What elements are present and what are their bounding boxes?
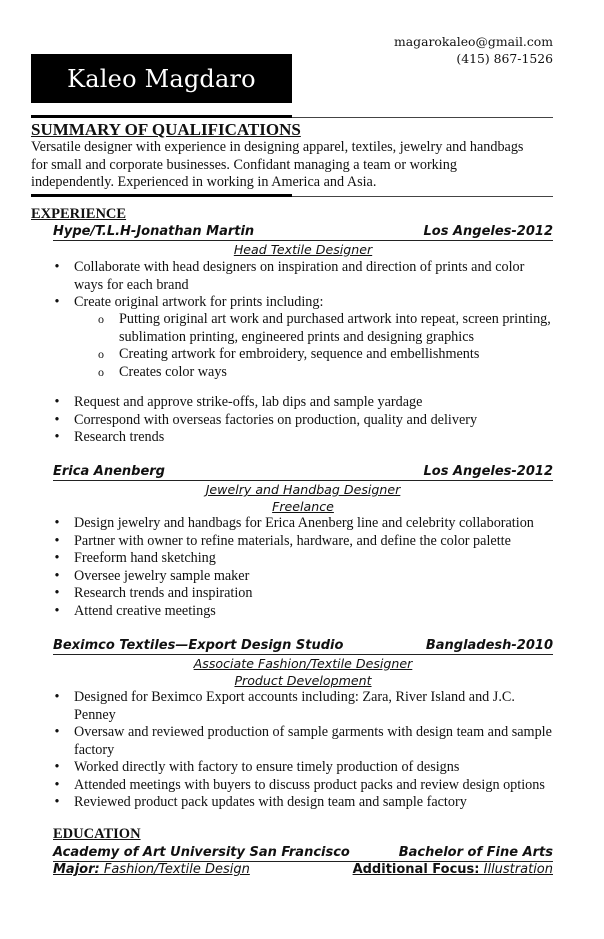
job-type: Freelance <box>272 499 334 514</box>
list-item: • Research trends and inspiration <box>54 585 253 601</box>
bullet-icon: • <box>54 759 60 775</box>
list-item: • Designed for Beximco Export accounts including: Zara, River Island and J.C. Penney <box>54 689 515 723</box>
location-year: Bangladesh-2010 <box>425 638 553 653</box>
list-item: • Collaborate with head designers on inspiration and direction of prints and color ways for each brand <box>54 259 525 293</box>
email: magarokaleo@gmail.com <box>394 34 553 49</box>
bullet-icon: • <box>54 724 60 740</box>
bullet-icon: • <box>54 294 60 310</box>
bullet-icon: • <box>54 259 60 275</box>
job-role: Jewelry and Handbag Designer <box>205 482 401 497</box>
bullet-icon: • <box>54 567 60 584</box>
job-role: Associate Fashion/Textile Designer <box>193 656 413 671</box>
list-item: • Partner with owner to refine materials, hardware, and define the color palette <box>54 532 511 549</box>
education-detail-row <box>53 862 553 878</box>
list-item: • Create original artwork for prints including: <box>54 294 324 310</box>
summary-text <box>31 139 561 192</box>
contact-block <box>394 33 553 67</box>
company: Beximco Textiles—Export Design Studio <box>53 638 344 653</box>
full-name: Kaleo Magdaro <box>67 64 256 93</box>
bullet-icon: • <box>54 602 60 619</box>
list-item: • Oversaw and reviewed production of sample garments with design team and sample factory <box>54 724 552 758</box>
circle-bullet-icon: o <box>98 364 104 379</box>
circle-bullet-icon: o <box>98 312 104 326</box>
job-header <box>53 224 553 241</box>
bullet-icon: • <box>54 776 60 793</box>
school: Academy of Art University San Francisco <box>53 845 350 860</box>
summary-line: independently. Experienced in working in America and Asia. <box>31 174 377 190</box>
bullet-icon: • <box>54 550 60 566</box>
major-value: Fashion/Textile Design <box>99 862 250 877</box>
location-year: Los Angeles-2012 <box>423 464 553 479</box>
degree: Bachelor of Fine Arts <box>398 845 553 860</box>
sub-bullets <box>53 311 553 381</box>
bullet-icon: • <box>54 585 60 601</box>
summary-line: for small and corporate businesses. Confidant managing a team or working <box>31 156 457 173</box>
company: Erica Anenberg <box>53 464 165 479</box>
list-item: • Freeform hand sketching <box>54 550 216 566</box>
list-item: • Design jewelry and handbags for Erica Anenberg line and celebrity collaboration <box>54 515 534 531</box>
list-item: • Reviewed product pack updates with design team and sample factory <box>54 794 467 810</box>
job-header <box>53 464 553 481</box>
job-bullets <box>53 689 553 812</box>
list-item: • Correspond with overseas factories on production, quality and delivery <box>54 411 478 428</box>
job-bullets <box>53 394 553 447</box>
name-banner <box>31 54 292 103</box>
list-item: • Attend creative meetings <box>54 602 216 619</box>
circle-bullet-icon: o <box>98 347 104 361</box>
focus-value: Illustration <box>479 862 553 877</box>
job-role: Head Textile Designer <box>233 242 373 257</box>
major-label: Major: <box>53 862 100 877</box>
summary-heading: SUMMARY OF QUALIFICATIONS <box>31 120 301 139</box>
list-item: • Request and approve strike-offs, lab dips and sample yardage <box>54 394 423 410</box>
bullet-icon: • <box>54 411 60 428</box>
focus-label: Additional Focus: <box>352 862 480 877</box>
sub-list-item: o Creating artwork for embroidery, sequence and embellishments <box>98 346 480 362</box>
job-bullets <box>53 515 553 620</box>
bullet-icon: • <box>54 689 60 705</box>
experience-heading: EXPERIENCE <box>31 206 127 222</box>
bullet-icon: • <box>54 515 60 531</box>
list-item: • Research trends <box>54 429 165 445</box>
additional-focus <box>353 862 553 878</box>
bullet-icon: • <box>54 429 60 445</box>
phone: (415) 867-1526 <box>456 51 553 66</box>
divider-accent <box>31 194 292 197</box>
bullet-icon: • <box>54 794 60 810</box>
company: Hype/T.L.H-Jonathan Martin <box>53 224 255 239</box>
major <box>53 862 250 878</box>
list-item: • Attended meetings with buyers to discuss product packs and review design options <box>54 776 545 793</box>
job-bullets <box>53 259 553 312</box>
list-item: • Worked directly with factory to ensure timely production of designs <box>54 759 460 775</box>
sub-list-item: o Creates color ways <box>98 363 227 380</box>
bullet-icon: • <box>54 532 60 549</box>
location-year: Los Angeles-2012 <box>423 224 553 239</box>
sub-list-item: o Putting original art work and purchased artwork into repeat, screen printing, sublimation printing, engineered prints and designing graphics <box>98 311 551 345</box>
education-heading: EDUCATION <box>53 826 141 842</box>
divider-accent <box>31 115 292 118</box>
education-row <box>53 845 553 862</box>
divider-summary <box>31 196 553 197</box>
summary-line: Versatile designer with experience in designing apparel, textiles, jewelry and handbags <box>31 139 524 155</box>
divider-top <box>31 117 553 118</box>
bullet-icon: • <box>54 394 60 410</box>
job-department: Product Development <box>234 673 372 688</box>
list-item: • Oversee jewelry sample maker <box>54 567 250 584</box>
job-header <box>53 638 553 655</box>
